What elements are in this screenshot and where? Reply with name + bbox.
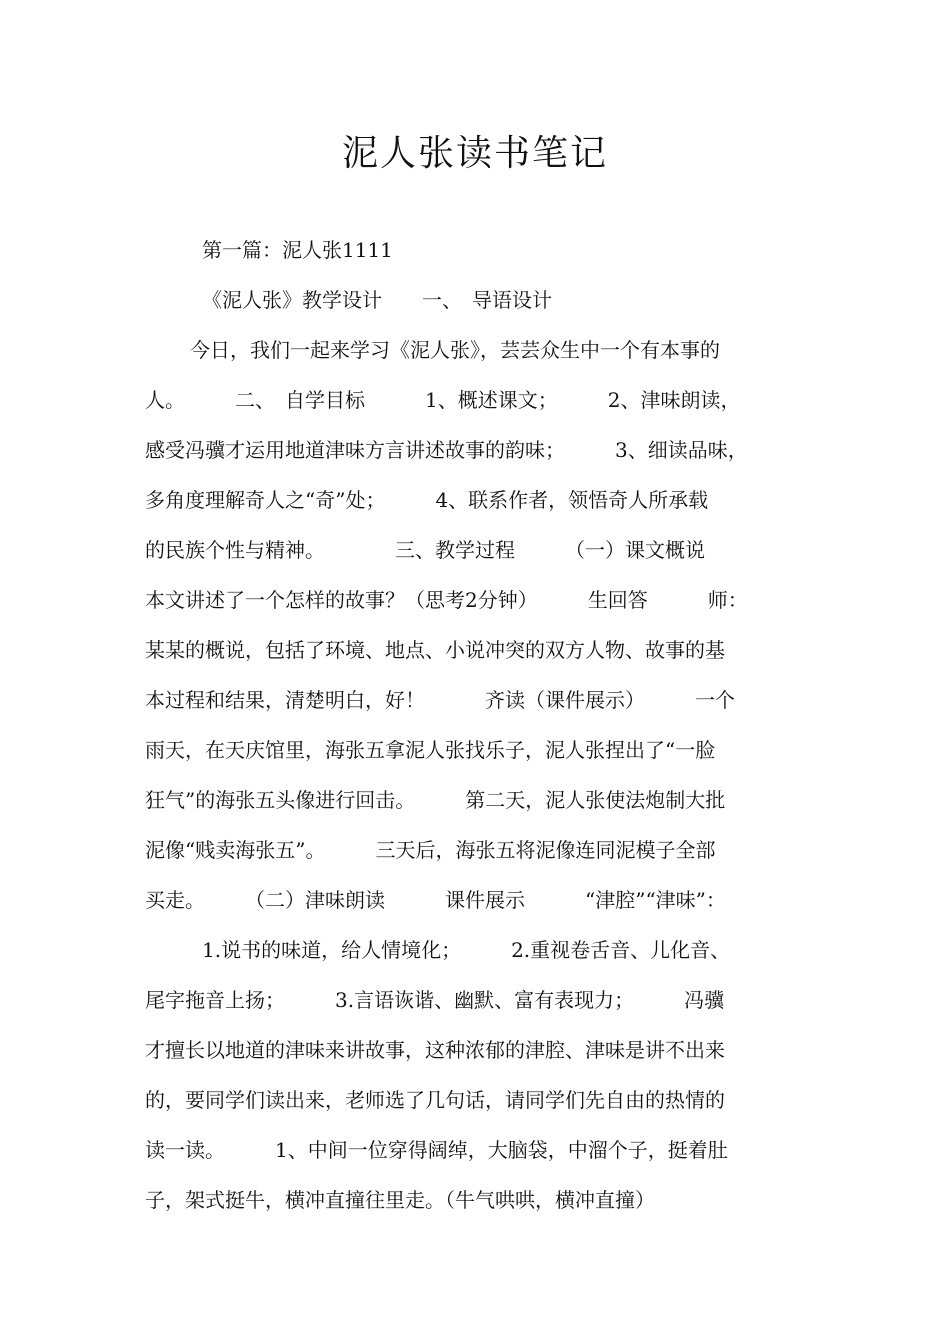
paragraph-line: 感受冯骥才运用地道津味方言讲述故事的韵味； 3、细读品味，	[145, 438, 748, 462]
paragraph-line: 1.说书的味道，给人情境化； 2.重视卷舌音、儿化音、	[202, 938, 731, 962]
paragraph-line: 本文讲述了一个怎样的故事？（思考2分钟） 生回答 师：	[145, 588, 748, 612]
paragraph-line: 某某的概说，包括了环境、地点、小说冲突的双方人物、故事的基	[145, 638, 725, 662]
paragraph-line: 买走。 （二）津味朗读 课件展示 “津腔”“津味”：	[145, 888, 726, 912]
paragraph-line: 子，架式挺牛，横冲直撞往里走。（牛气哄哄，横冲直撞）	[145, 1188, 655, 1212]
paragraph-line: 读一读。 1、中间一位穿得阔绰，大脑袋，中溜个子，挺着肚	[145, 1138, 728, 1162]
paragraph-line: 雨天，在天庆馆里，海张五拿泥人张找乐子，泥人张捏出了“一脸	[145, 738, 716, 762]
paragraph-line: 第一篇：泥人张1111	[202, 238, 393, 262]
paragraph-line: 本过程和结果，清楚明白，好！ 齐读（课件展示） 一个	[145, 688, 735, 712]
document-title: 泥人张读书笔记	[341, 133, 608, 174]
paragraph-line: 才擅长以地道的津味来讲故事，这种浓郁的津腔、津味是讲不出来	[145, 1038, 725, 1062]
paragraph-line: 泥像“贱卖海张五”。 三天后，海张五将泥像连同泥模子全部	[145, 838, 716, 862]
paragraph-line: 的民族个性与精神。 三、教学过程 （一）课文概说	[145, 538, 705, 562]
paragraph-line: 人。 二、 自学目标 1、概述课文； 2、津味朗读，	[145, 388, 741, 412]
paragraph-line: 的，要同学们读出来，老师选了几句话，请同学们先自由的热情的	[145, 1088, 725, 1112]
paragraph-line: 狂气”的海张五头像进行回击。 第二天，泥人张使法炮制大批	[145, 788, 726, 812]
paragraph-line: 《泥人张》教学设计 一、 导语设计	[202, 288, 552, 312]
paragraph-line: 尾字拖音上扬； 3.言语诙谐、幽默、富有表现力； 冯骥	[145, 988, 725, 1012]
paragraph-line: 多角度理解奇人之“奇”处； 4、联系作者，领悟奇人所承载	[145, 488, 709, 512]
paragraph-line: 今日，我们一起来学习《泥人张》，芸芸众生中一个有本事的	[190, 338, 720, 362]
